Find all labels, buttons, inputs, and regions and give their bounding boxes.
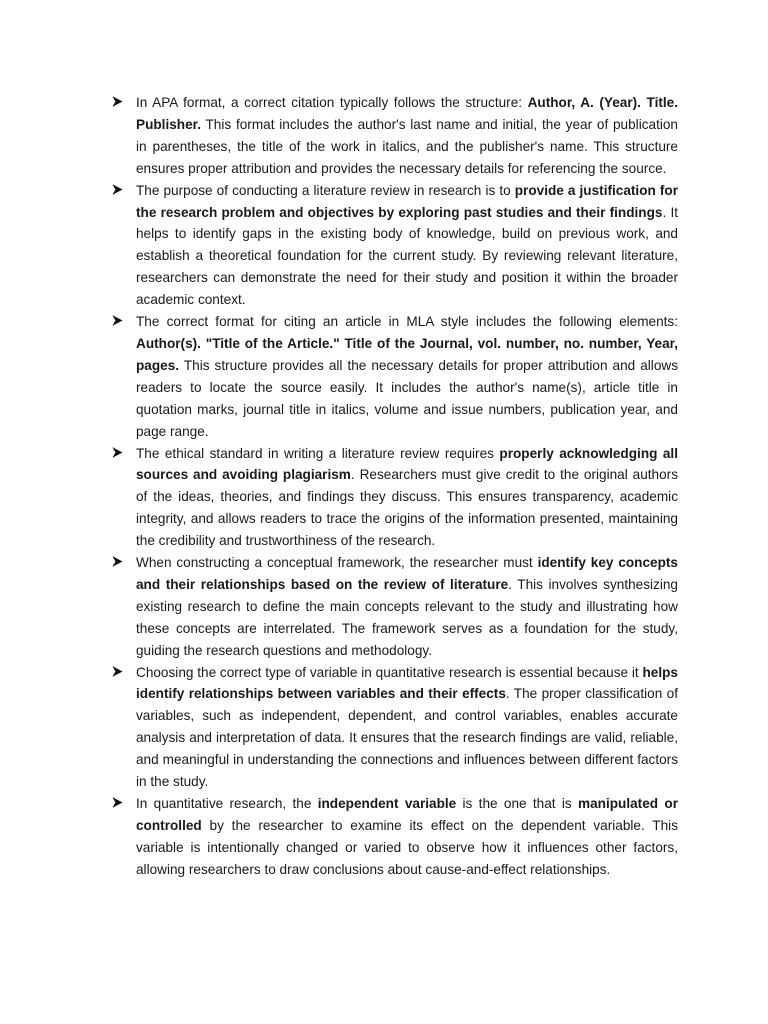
arrowhead-bullet-icon bbox=[112, 180, 126, 202]
text-segment: This structure provides all the necessary details for proper attribution and allows readers to locate the source easily. It includes the author's name(s), article title in quotation marks, journal title in italics, volume and issue numbers, publication year, and page range. bbox=[136, 357, 678, 439]
list-item bbox=[112, 662, 678, 793]
text-segment: In APA format, a correct citation typically follows the structure: bbox=[136, 95, 528, 110]
arrowhead-bullet-icon bbox=[112, 311, 126, 333]
list-item bbox=[112, 311, 678, 442]
bullet-list bbox=[112, 92, 678, 881]
text-segment: The correct format for citing an article in MLA style includes the following elements: bbox=[136, 314, 678, 330]
list-item bbox=[112, 180, 678, 311]
text-segment: In quantitative research, the bbox=[136, 796, 318, 811]
arrowhead-bullet-icon bbox=[112, 662, 126, 684]
text-segment: by the researcher to examine its effect on the dependent variable. This variable is intentionally changed or varied to observe how it influences other factors, allowing researchers to draw conclusions about cause-and-effect relationships. bbox=[136, 817, 678, 877]
text-segment: When constructing a conceptual framework, the researcher must bbox=[136, 555, 538, 571]
arrowhead-bullet-icon bbox=[112, 793, 126, 815]
text-segment: . It helps to identify gaps in the existing body of knowledge, build on previous work, and establish a theoretical foundation for the current study. By reviewing relevant literature, researchers can demonstrate the need for their study and position it within the broader academic context. bbox=[136, 204, 679, 308]
bold-text-segment: identify key concepts and their relationships based on the review of literature bbox=[136, 555, 678, 592]
list-item bbox=[112, 443, 678, 553]
list-item bbox=[112, 552, 678, 662]
text-segment: Choosing the correct type of variable in quantitative research is essential because it bbox=[136, 664, 643, 680]
text-segment: This format includes the author's last name and initial, the year of publication in parentheses, the title of the work in italics, and the publisher's name. This structure ensures proper attribution and provides the necessary details for referencing the source. bbox=[136, 116, 678, 176]
text-segment: . The proper classification of variables, such as independent, dependent, and control variables, enables accurate analysis and interpretation of data. It ensures that the research findings are valid, reliable, and meaningful in understanding the connections and influences between different factors in the study. bbox=[136, 686, 678, 790]
bold-text-segment: manipulated or controlled bbox=[136, 796, 678, 833]
bold-text-segment: helps identify relationships between variables and their effects bbox=[136, 664, 678, 702]
bold-text-segment: Author, A. (Year). Title. Publisher. bbox=[136, 95, 678, 132]
arrowhead-bullet-icon bbox=[112, 92, 126, 114]
bold-text-segment: provide a justification for the research problem and objectives by exploring past studies and their findings bbox=[136, 182, 678, 220]
text-segment: The ethical standard in writing a literature review requires bbox=[136, 445, 500, 461]
list-item bbox=[112, 793, 678, 881]
bold-text-segment: properly acknowledging all sources and avoiding plagiarism bbox=[136, 445, 678, 483]
text-segment: . This involves synthesizing existing research to define the main concepts relevant to the study and illustrating how these concepts are interrelated. The framework serves as a foundation for the study, guiding the research questions and methodology. bbox=[136, 576, 678, 658]
text-segment: The purpose of conducting a literature review in research is to bbox=[136, 182, 515, 198]
text-segment: is the one that is bbox=[456, 796, 579, 811]
arrowhead-bullet-icon bbox=[112, 443, 126, 465]
bold-text-segment: independent variable bbox=[317, 796, 457, 811]
arrowhead-bullet-icon bbox=[112, 552, 126, 574]
list-item bbox=[112, 92, 678, 180]
bold-text-segment: Author(s). "Title of the Article." Title of the Journal, vol. number, no. number, Year, pages. bbox=[136, 335, 678, 373]
text-segment: . Researchers must give credit to the original authors of the ideas, theories, and findings they discuss. This ensures transparency, academic integrity, and allows readers to trace the origins of the information presented, maintaining the credibility and trustworthiness of the research. bbox=[136, 467, 678, 549]
